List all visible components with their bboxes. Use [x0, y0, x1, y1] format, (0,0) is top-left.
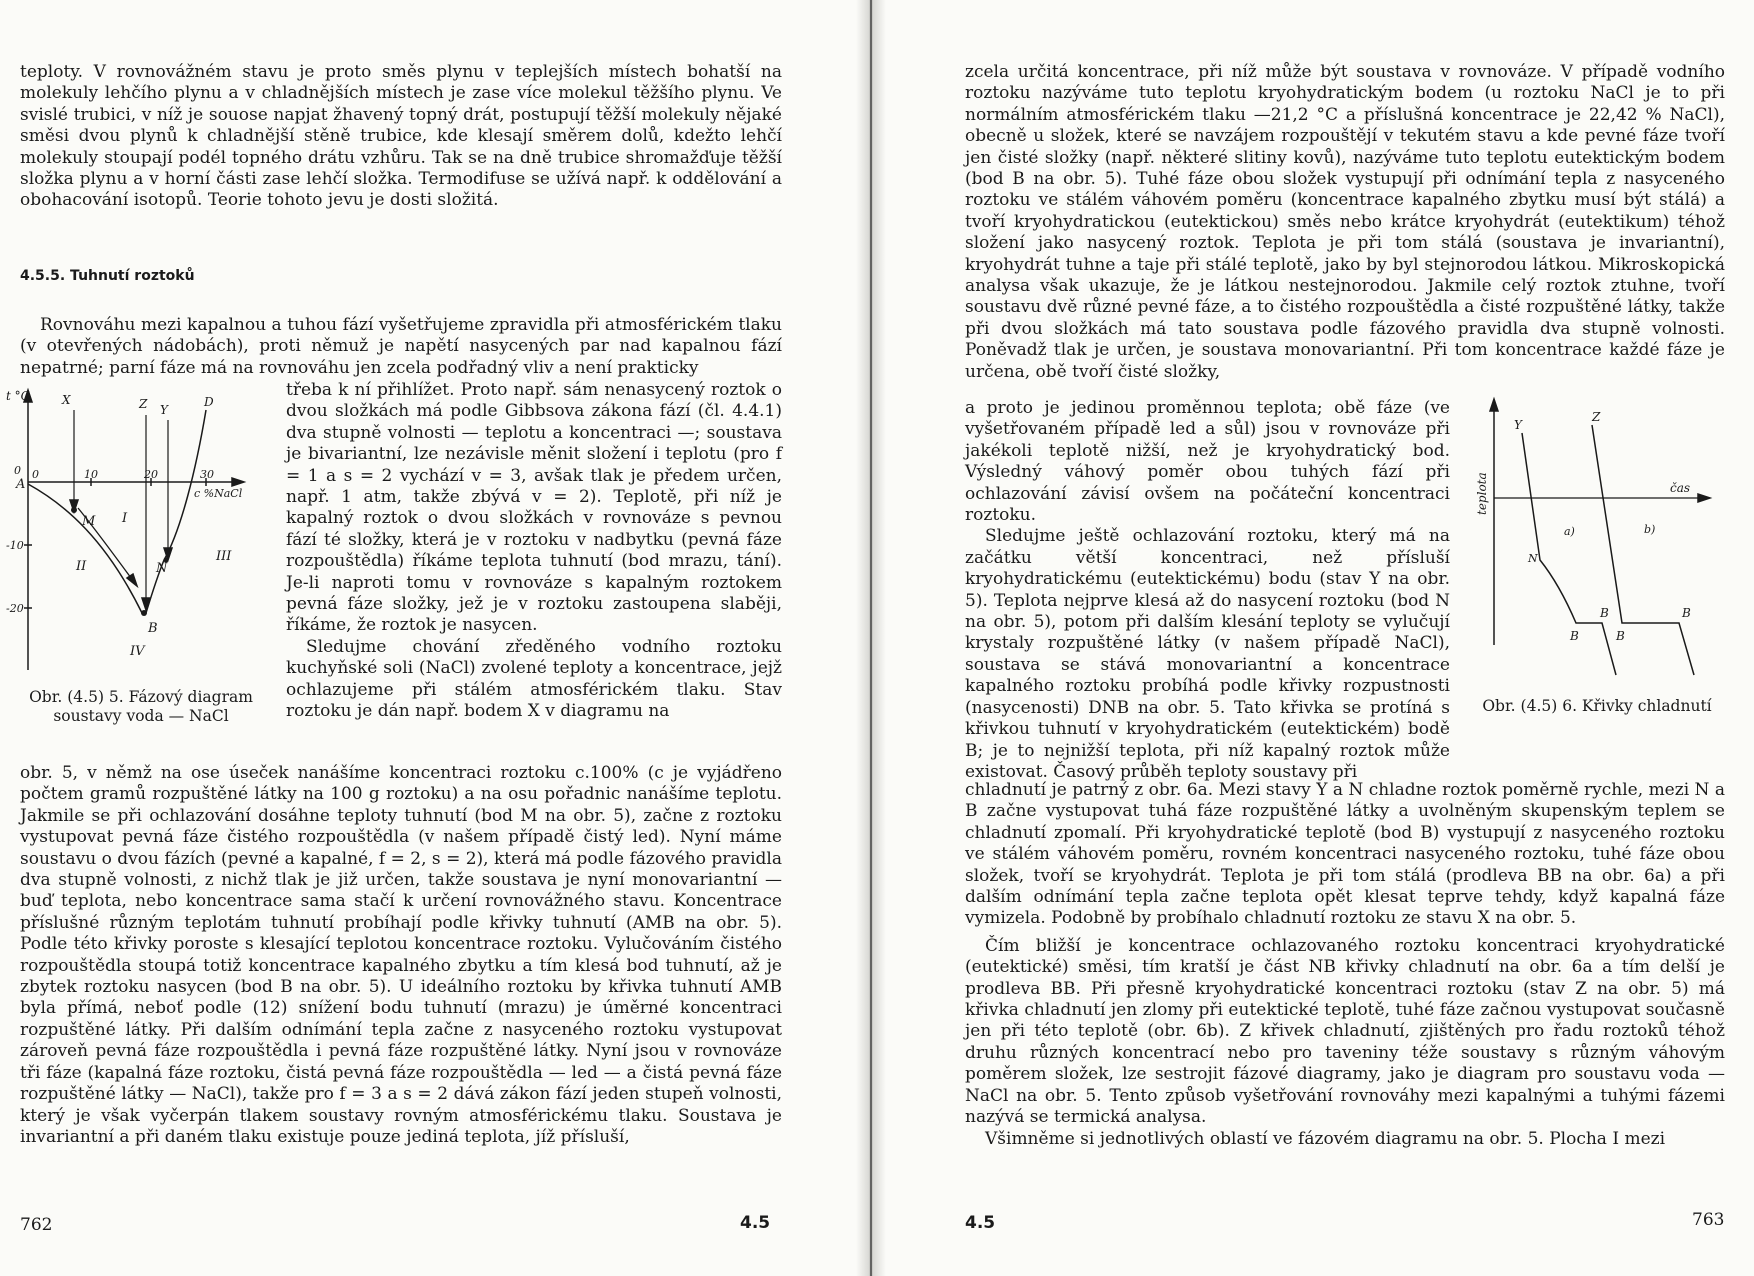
fig5-region-III: III	[216, 549, 232, 564]
fig5-label-A: A	[16, 477, 26, 492]
page-number-left: 762	[20, 1215, 53, 1235]
fig6-label-Z: Z	[1592, 410, 1601, 424]
left-paragraph-intro: Rovnováhu mezi kapalnou a tuhou fází vyšetřujeme zpravidla při atmosférickém tlaku (v otevřených nádobách), proti němuž je napětí nasycených par nad kapalnou fází nepatrné; parní fáze má na rovnováhu jen zcela podřadný vliv a není prakticky	[20, 315, 782, 378]
section-mark-right: 4.5	[965, 1213, 996, 1233]
fig5-solubility-curve-DNB	[146, 410, 206, 613]
fig6-label-B1: B	[1570, 629, 1579, 643]
right-paragraph-1b: a proto je jedinou proměnnou teplota; obě fáze (ve vyšetřovaném případě led a sůl) jsou v rovnováze při jakékoli teplotě nižší, než je kryohydratický bod. Výsledný váhový poměr obou tuhých fází při ochlazování závisí ovšem na počáteční koncentraci roztoku. Sledujme ještě ochlazování roztoku, který má na začátku větší koncentraci, než přísluší kryohydratickému (eutektickému) bodu (stav Y na obr. 5). Teplota nejprve klesá až do nasycení roztoku (bod N na obr. 5), potom při dalším klesání teploty se vylučují krystaly rozpuštěné látky (v našem případě NaCl), soustava se stává monovariantní a koncentrace kapalného roztoku probíhá podle křivky rozpustnosti (nasycenosti) DNB na obr. 5. Tato křivka se protíná s křivkou tuhnutí v kryohydratickém (eutektickém) bodě B; je to nejnižší teplota, při níž kapalný roztok může existovat. Časový průběh teploty soustavy při	[965, 398, 1450, 782]
page-number-right: 763	[1692, 1210, 1725, 1230]
left-paragraph-top: teploty. V rovnovážném stavu je proto směs plynu v teplejších místech bohatší na molekuly lehčího plynu a v chladnějších místech je zase více molekul těžšího plynu. Ve svislé trubici, v níž je souose napjat žhavený topný drát, postupují těžší molekuly nějaké směsi dvou plynů k chladnější stěně trubice, kde klesají směrem dolů, kdežto lehčí molekuly stoupají podél topného drátu vzhůru. Tak se na dně trubice shromažďuje těžší složka plynu a v horní části zase lehčí složka. Termodifuse se užívá např. k oddělování a obohacování isotopů. Teorie tohoto jevu je dosti složitá.	[20, 62, 782, 211]
fig6-curve-b	[1592, 425, 1694, 675]
fig6-label-B3: B	[1616, 629, 1625, 643]
left-paragraph-beside-figure: třeba k ní přihlížet. Proto např. sám nenasycený roztok o dvou složkách má podle Gibbsova zákona fází (čl. 4.4.1) dva stupně volnosti — teplotu a koncentraci —; soustava je bivariantní, lze nezávisle měnit složení i teplotu (pro f = 1 a s = 2 vychází v = 3, avšak tlak je předem určen, např. 1 atm, takže zbývá v = 2). Teplotě, při níž je kapalný roztok o dvou složkách v rovnováze s pevnou fází té složky, která je v roztoku v nadbytku (pevná fáze rozpouštědla) říkáme teplota tuhnutí (bod mrazu, tání). Je-li naproti tomu v rovnováze s kapalným roztokem pevná fáze složky, jež je v roztoku zastoupena slaběji, říkáme, že roztok je nasycen. Sledujme chování zředěného vodního roztoku kuchyňské soli (NaCl) zvolené teploty a koncentrace, jejž ochlazujeme při stálém atmosférickém tlaku. Stav roztoku je dán např. bodem X v diagramu na	[286, 380, 782, 722]
fig5-label-D: D	[204, 395, 214, 409]
fig5-tick-m10y: -10	[6, 539, 24, 552]
fig6-sub-a: a)	[1564, 525, 1575, 538]
fig5-tick-0y: 0	[14, 464, 21, 477]
fig5-label-X: X	[62, 393, 71, 407]
fig6-cooling-curves	[1472, 395, 1722, 675]
fig6-x-axis-label: čas	[1670, 481, 1691, 495]
section-heading: 4.5.5. Tuhnutí roztoků	[20, 268, 195, 284]
fig5-point-M	[71, 507, 77, 513]
fig6-y-axis-label: teplota	[1475, 472, 1489, 515]
fig5-tick-20x: 20	[144, 468, 158, 481]
fig6-label-N: N	[1528, 552, 1538, 565]
fig5-region-I: I	[122, 511, 128, 526]
fig5-tick-0x: 0	[32, 468, 39, 481]
fig5-tick-30x: 30	[200, 468, 214, 481]
fig6-label-Y: Y	[1514, 418, 1522, 432]
fig6-caption: Obr. (4.5) 6. Křivky chladnutí	[1482, 697, 1712, 715]
fig5-label-Y: Y	[160, 403, 168, 417]
fig5-freezing-curve-AMB	[28, 484, 142, 613]
fig5-label-Z: Z	[139, 397, 148, 411]
section-mark-left: 4.5	[740, 1213, 771, 1233]
fig6-sub-b: b)	[1644, 523, 1656, 536]
right-paragraph-1: zcela určitá koncentrace, při níž může být soustava v rovnováze. V případě vodního roztoku nazýváme tuto teplotu kryohydratickým bodem (u roztoku NaCl je to při normálním atmosférickém tlaku —21,2 °C a příslušná koncentrace je 22,42 % NaCl), obecně u složek, které se navzájem rozpouštějí v tekutém stavu a kde pevné fáze tvoří jen čisté složky (např. některé slitiny kovů), nazýváme tuto teplotu eutektickým bodem (bod B na obr. 5). Tuhé fáze obou složek vystupují při odnímání tepla z nasyceného roztoku ve stálém váhovém poměru (koncentrace kapalného zbytku musí být stálá) a tvoří kryohydratickou (eutektickou) směs nebo krátce kryohydrát (eutektikum) téhož složení jako nasycený roztok. Teplota je při tom stálá (soustava je invariantní), kryohydrát tuhne a taje při stálé teplotě, jako by byl stejnorodou látkou. Mikroskopická analysa však ukazuje, že je látkou nestejnorodou. Jakmile celý roztok ztuhne, tvoří soustavu dvě různé pevné fáze, a to čistého rozpouštědla a čisté rozpuštěné látky, takže při dvou složkách má tato soustava podle fázového pravidla dva stupně volnosti. Poněvadž tlak je určen, je soustava monovariantní. Při tom koncentrace každé fáze je určena, obě tvoří čisté složky,	[965, 62, 1725, 382]
right-page	[872, 0, 1754, 1276]
fig5-caption: Obr. (4.5) 5. Fázový diagram soustavy voda — NaCl	[29, 688, 253, 725]
fig5-c-axis-label: c %NaCl	[194, 487, 243, 500]
fig5-label-N: N	[156, 561, 168, 576]
fig5-label-B: B	[148, 621, 158, 636]
book-gutter	[856, 0, 886, 1276]
fig5-region-IV: IV	[130, 644, 145, 659]
right-paragraph-2b: chladnutí je patrný z obr. 6a. Mezi stavy Y a N chladne roztok poměrně rychle, mezi N a B začne vystupovat tuhá fáze rozpuštěné látky a uvolněným skupenským teplem se chladnutí zpomalí. Při kryohydratické teplotě (bod B) vystupují z nasyceného roztoku ve stálém váhovém poměru, rovném koncentraci nasyceného roztoku, tuhé fáze obou složek, tvoří se kryohydrát. Teplota je při tom stálá (prodleva BB na obr. 6a) a při dalším odnímání tepla začne teplota opět klesat teprve tehdy, když kapalná fáze vymizela. Podobně by probíhalo chladnutí roztoku ze stavu X na obr. 5. Čím bližší je koncentrace ochlazovaného roztoku koncentraci kryohydratické (eutektické) směsi, tím kratší je část NB křivky chladnutí na obr. 6a a tím delší je prodleva BB. Při přesně kryohydratické koncentraci roztoku (stav Z na obr. 5) má křivka chladnutí jen zlomy při eutektické teplotě, tuhé fáze začnou vystupovat současně jen při této teplotě (obr. 6b). Z křivek chladnutí, zjištěných pro řadu roztoků téhož druhu různých koncentrací nebo pro taveniny téže soustavy s různým váhovým poměrem složek, lze sestrojit fázové diagramy, jako je diagram pro soustavu voda — NaCl na obr. 5. Tento způsob vyšetřování rovnováhy mezi kapalnými a tuhými fázemi nazývá se termická analysa. Všimněme si jednotlivých oblastí ve fázovém diagramu na obr. 5. Plocha I mezi	[965, 780, 1725, 1149]
fig5-tick-10x: 10	[84, 468, 98, 481]
fig5-tick-m20y: -20	[6, 602, 24, 615]
left-paragraph-main: obr. 5, v němž na ose úseček nanášíme koncentraci roztoku c.100% (c je vyjádřeno počtem gramů rozpuštěné látky na 100 g roztoku) a na osu pořadnic nanášíme teplotu. Jakmile se při ochlazování dosáhne teploty tuhnutí (bod M na obr. 5), začne z roztoku vystupovat pevná fáze čistého rozpouštědla (v našem případě čistý led). Nyní máme soustavu o dvou fázích (pevné a kapalné, f = 2, s = 2), která má podle fázového pravidla dva stupně volnosti, z nichž tlak je již určen, takže soustava je nyní monovariantní — buď teplota, nebo koncentrace sama stačí k určení rovnovážného stavu. Koncentrace příslušné různým teplotám tuhnutí probíhají podle křivky tuhnutí (AMB na obr. 5). Podle této křivky poroste s klesající teplotou koncentrace roztoku. Vylučováním čistého rozpouštědla stoupá totiž koncentrace kapalného zbytku a tím klesá bod tuhnutí, až je zbytek roztoku nasycen (bod B na obr. 5). U ideálního roztoku by křivka tuhnutí AMB byla přímá, neboť podle (12) snížení bodu tuhnutí (mrazu) je úměrné koncentraci rozpuštěné látky. Při dalším odnímání tepla začne z nasyceného roztoku vystupovat zároveň pevná fáze rozpouštědla i pevná fáze rozpuštěné látky. Nyní jsou v rovnováze tři fáze (kapalná fáze roztoku, čistá pevná fáze rozpouštědla — led — a čistá pevná fáze rozpuštěné látky — NaCl), takže pro f = 3 a s = 2 dává zákon fází jeden stupeň volnosti, který je však vyčerpán tlakem soustavy rovným atmosférickému tlaku. Soustava je invariantní a při daném tlaku existuje pouze jediná teplota, jíž přísluší,	[20, 763, 782, 1147]
fig6-label-B4: B	[1682, 606, 1691, 620]
fig5-label-M: M	[82, 514, 96, 529]
left-page	[0, 0, 872, 1276]
fig6-label-B2: B	[1600, 606, 1609, 620]
fig5-t-axis-label: t °C	[6, 389, 30, 403]
fig5-region-II: II	[76, 559, 87, 574]
fig5-point-B	[141, 610, 147, 616]
fig5-phase-diagram	[6, 380, 266, 670]
